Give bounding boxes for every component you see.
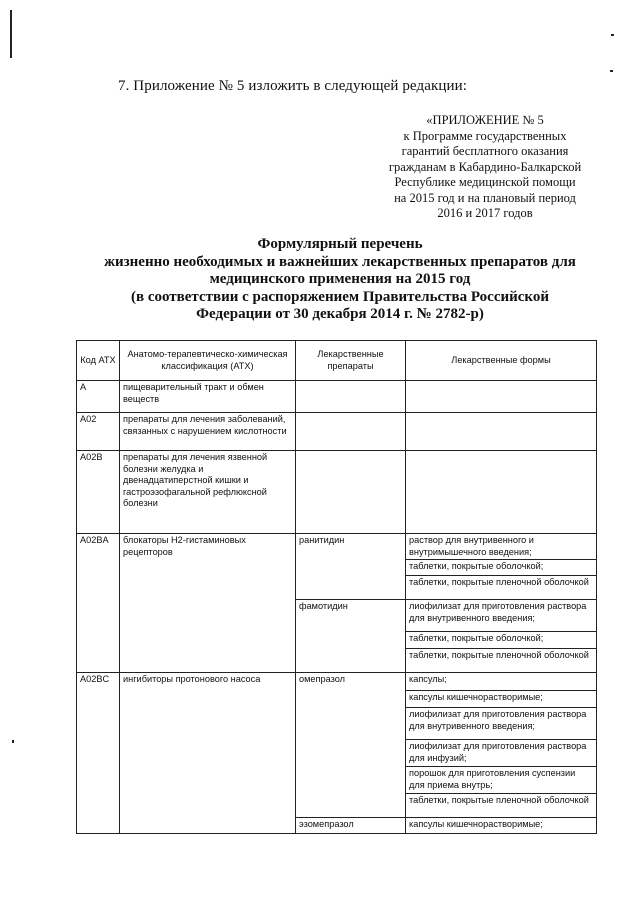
scan-artifact-left-bar (10, 10, 12, 58)
cell-class: блокаторы H2-гистаминовых рецепторов (120, 534, 296, 673)
cell-form: порошок для приготовления суспензии для приема внутрь; (406, 767, 597, 794)
scan-artifact-dot (12, 740, 14, 743)
header-code: Код АТХ (77, 341, 120, 381)
document-title (60, 236, 620, 324)
cell-drug (296, 413, 406, 451)
header-forms: Лекарственные формы (406, 341, 597, 381)
cell-drug: ранитидин (296, 534, 406, 600)
appendix-line: 2016 и 2017 годов (437, 206, 533, 220)
cell-form: таблетки, покрытые пленочной оболочкой (406, 794, 597, 818)
cell-form: таблетки, покрытые оболочкой; (406, 560, 597, 576)
cell-class: препараты для лечения заболеваний, связанных с нарушением кислотности (120, 413, 296, 451)
cell-form: лиофилизат для приготовления раствора для внутривенного введения; (406, 600, 597, 632)
cell-code: A02BC (77, 673, 120, 834)
cell-code: A (77, 381, 120, 413)
cell-drug (296, 381, 406, 413)
cell-form: капсулы кишечнорастворимые; (406, 818, 597, 834)
table-header-row (77, 341, 597, 381)
cell-form: раствор для внутривенного и внутримышечного введения; (406, 534, 597, 560)
cell-form: таблетки, покрытые пленочной оболочкой (406, 649, 597, 673)
drug-table (76, 340, 597, 834)
appendix-line: гражданам в Кабардино-Балкарской (388, 159, 582, 174)
scan-artifact-dot (610, 70, 613, 72)
cell-class: ингибиторы протонового насоса (120, 673, 296, 834)
cell-code: A02BA (77, 534, 120, 673)
appendix-line: «ПРИЛОЖЕНИЕ № 5 (426, 113, 544, 127)
cell-form: капсулы; (406, 673, 597, 691)
title-line: Формулярный перечень (257, 236, 423, 252)
scan-artifact-dot (611, 34, 614, 36)
table-row (77, 451, 597, 534)
appendix-line: к Программе государственных (403, 128, 567, 143)
table-row (77, 381, 597, 413)
table-row (77, 673, 597, 691)
header-classification: Анатомо-терапевтическо-химическая классификация (АТХ) (120, 341, 296, 381)
appendix-line: на 2015 год и на плановый период (394, 190, 576, 205)
cell-code: A02B (77, 451, 120, 534)
cell-form: таблетки, покрытые пленочной оболочкой (406, 576, 597, 600)
cell-code: A02 (77, 413, 120, 451)
cell-class: препараты для лечения язвенной болезни желудка и двенадцатиперстной кишки и гастроэзофагальной рефлюксной болезни (120, 451, 296, 534)
cell-form: таблетки, покрытые оболочкой; (406, 632, 597, 649)
title-line: (в соответствии с распоряжением Правительства Российской (130, 288, 550, 305)
title-line: Федерации от 30 декабря 2014 г. № 2782-р) (196, 306, 484, 322)
cell-form (406, 381, 597, 413)
cell-drug: фамотидин (296, 600, 406, 673)
header-drugs: Лекарственные препараты (296, 341, 406, 381)
cell-form: лиофилизат для приготовления раствора для внутривенного введения; (406, 708, 597, 740)
table-row (77, 413, 597, 451)
cell-form (406, 451, 597, 534)
cell-class: пищеварительный тракт и обмен веществ (120, 381, 296, 413)
appendix-line: Республике медицинской помощи (394, 175, 576, 189)
cell-drug (296, 451, 406, 534)
table-row (77, 534, 597, 560)
cell-drug: омепразол (296, 673, 406, 818)
cell-drug: эзомепразол (296, 818, 406, 834)
title-line: жизненно необходимых и важнейших лекарственных препаратов для (104, 253, 576, 270)
cell-form: лиофилизат для приготовления раствора для инфузий; (406, 740, 597, 767)
intro-line: 7. Приложение № 5 изложить в следующей редакции: (118, 78, 468, 94)
title-line: медицинского применения на 2015 год (209, 271, 471, 287)
cell-form: капсулы кишечнорастворимые; (406, 691, 597, 708)
appendix-header (355, 113, 615, 222)
cell-form (406, 413, 597, 451)
appendix-line: гарантий бесплатного оказания (401, 144, 569, 158)
